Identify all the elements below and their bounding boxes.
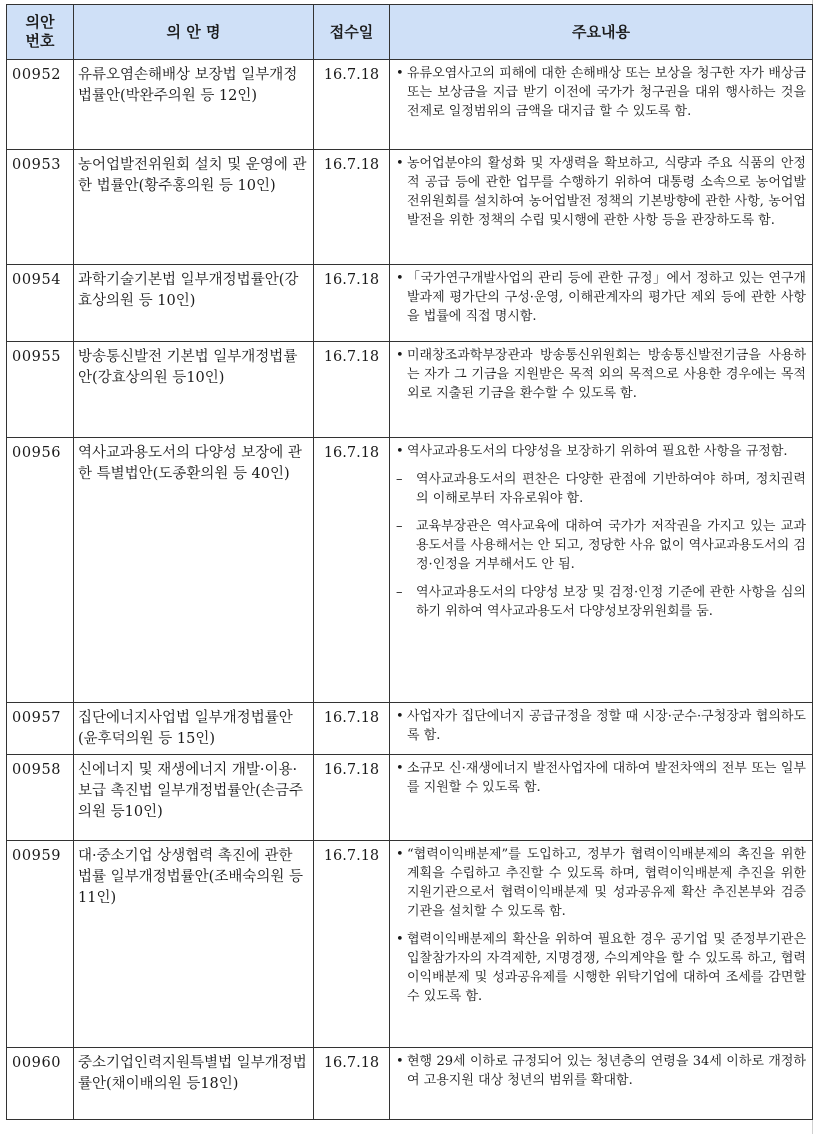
table-row [7,438,813,703]
bullet-item [396,64,806,121]
main-content [390,841,813,1048]
bullet-item [396,154,806,230]
main-content [390,342,813,438]
item-text: 유류오염사고의 피해에 대한 손해배상 또는 보상을 청구한 자가 배상금 또는 보상금을 지급 받기 이전에 국가가 청구권을 대위 행사하는 것을 전제로 일정범위의 금액을 대지급 할 수 있도록 함. [407,66,806,119]
main-content [390,438,813,703]
header-received-date: 접수일 [314,5,390,60]
bill-number: 00952 [7,60,74,150]
table-row [7,755,813,841]
bill-number: 00959 [7,841,74,1048]
bill-number: 00955 [7,342,74,438]
received-date: 16.7.18 [314,265,390,342]
dash-marker: – [396,519,403,534]
bullet-marker: • [396,271,404,286]
dash-marker: – [396,472,403,487]
bill-table [6,4,813,1120]
bill-number: 00953 [7,150,74,265]
main-content [390,1048,813,1120]
bullet-item [396,930,806,1006]
item-text: 역사교과용도서의 편찬은 다양한 관점에 기반하여야 하며, 정치권력의 이해로부터 자유로워야 함. [416,472,806,506]
received-date: 16.7.18 [314,703,390,755]
sub-item [396,583,806,621]
bill-number: 00957 [7,703,74,755]
bill-name: 농어업발전위원회 설치 및 운영에 관한 법률안(황주홍의원 등 10인) [74,150,314,265]
bill-number: 00958 [7,755,74,841]
sub-item [396,470,806,508]
received-date: 16.7.18 [314,438,390,703]
header-bill-name: 의 안 명 [74,5,314,60]
received-date: 16.7.18 [314,755,390,841]
main-content [390,755,813,841]
sub-item [396,517,806,574]
received-date: 16.7.18 [314,1048,390,1120]
header-main-content: 주요내용 [390,5,813,60]
received-date: 16.7.18 [314,150,390,265]
bill-name: 신에너지 및 재생에너지 개발·이용·보급 촉진법 일부개정법률안(손금주의원 등10인) [74,755,314,841]
dash-marker: – [396,585,403,600]
bill-number: 00960 [7,1048,74,1120]
bill-table-container [6,4,812,1120]
table-row [7,265,813,342]
table-row [7,1048,813,1120]
item-text: 미래창조과학부장관과 방송통신위원회는 방송통신발전기금을 사용하는 자가 그 기금을 지원받은 목적 외의 목적으로 사용한 경우에는 목적 외로 지출된 기금을 환수할 수 있도록 함. [407,348,806,401]
bill-name: 방송통신발전 기본법 일부개정법률안(강효상의원 등10인) [74,342,314,438]
main-content [390,150,813,265]
bullet-item [396,707,806,745]
table-row [7,342,813,438]
table-row [7,703,813,755]
item-text: 소규모 신·재생에너지 발전사업자에 대하여 발전차액의 전부 또는 일부를 지원할 수 있도록 함. [407,761,806,795]
bullet-marker: • [396,1054,404,1069]
item-text: “협력이익배분제”를 도입하고, 정부가 협력이익배분제의 촉진을 위한 계획을 수립하고 추진할 수 있도록 하며, 협력이익배분제 추진을 위한 지원기관으로서 협력이익배분제 및 성과공유제 확산 추진본부와 검증기관을 설치할 수 있도록 함. [407,847,806,919]
bullet-item [396,1052,806,1090]
bill-name: 유류오염손해배상 보장법 일부개정법률안(박완주의원 등 12인) [74,60,314,150]
bill-name: 대·중소기업 상생협력 촉진에 관한 법률 일부개정법률안(조배숙의원 등 11인) [74,841,314,1048]
item-text: 현행 29세 이하로 규정되어 있는 청년층의 연령을 34세 이하로 개정하여 고용지원 대상 청년의 범위를 확대함. [407,1054,806,1088]
header-bill-number: 의안 번호 [7,5,74,60]
main-content [390,60,813,150]
bill-number: 00954 [7,265,74,342]
bullet-item [396,442,806,461]
bullet-marker: • [396,444,404,459]
bill-name: 중소기업인력지원특별법 일부개정법률안(채이배의원 등18인) [74,1048,314,1120]
bill-name: 역사교과용도서의 다양성 보장에 관한 특별법안(도종환의원 등 40인) [74,438,314,703]
table-row [7,150,813,265]
item-text: 교육부장관은 역사교육에 대하여 국가가 저작권을 가지고 있는 교과용도서를 사용해서는 안 되고, 정당한 사유 없이 역사교과용도서의 검정·인정을 거부해서도 안 됨. [416,519,806,572]
bullet-item [396,759,806,797]
bullet-marker: • [396,847,404,862]
bullet-marker: • [396,761,404,776]
item-text: 협력이익배분제의 확산을 위하여 필요한 경우 공기업 및 준정부기관은 입찰참가자의 자격제한, 지명경쟁, 수의계약을 할 수 있도록 하고, 협력이익배분제 및 성과공유제를 시행한 위탁기업에 대하여 조세를 감면할 수 있도록 함. [407,932,806,1004]
main-content [390,265,813,342]
main-content [390,703,813,755]
table-row [7,60,813,150]
bullet-item [396,346,806,403]
table-body [7,60,813,1120]
bullet-marker: • [396,66,404,81]
table-header-row [7,5,813,60]
bullet-marker: • [396,932,404,947]
item-text: 사업자가 집단에너지 공급규정을 정할 때 시장·군수·구청장과 협의하도록 함. [407,709,806,743]
received-date: 16.7.18 [314,60,390,150]
item-text: 역사교과용도서의 다양성을 보장하기 위하여 필요한 사항을 규정함. [407,444,788,459]
item-text: 역사교과용도서의 다양성 보장 및 검정·인정 기준에 관한 사항을 심의하기 위하여 역사교과용도서 다양성보장위원회를 둠. [416,585,806,619]
bullet-marker: • [396,348,404,363]
bullet-marker: • [396,156,404,171]
bullet-marker: • [396,709,404,724]
received-date: 16.7.18 [314,841,390,1048]
table-row [7,841,813,1048]
bill-name: 과학기술기본법 일부개정법률안(강효상의원 등 10인) [74,265,314,342]
bullet-item [396,845,806,921]
bullet-item [396,269,806,326]
item-text: 농어업분야의 활성화 및 자생력을 확보하고, 식량과 주요 식품의 안정적 공급 등에 관한 업무를 수행하기 위하여 대통령 소속으로 농어업발전위원회를 설치하여 농어업발전 정책의 기본방향에 관한 사항, 농어업발전을 위한 정책의 수립 및시행에 관한 사항 등을 관장하도록 함. [407,156,806,228]
bill-number: 00956 [7,438,74,703]
bill-name: 집단에너지사업법 일부개정법률안(윤후덕의원 등 15인) [74,703,314,755]
received-date: 16.7.18 [314,342,390,438]
item-text: 「국가연구개발사업의 관리 등에 관한 규정」에서 정하고 있는 연구개발과제 평가단의 구성·운영, 이해관계자의 평가단 제외 등에 관한 사항을 법률에 직접 명시함. [407,271,806,324]
